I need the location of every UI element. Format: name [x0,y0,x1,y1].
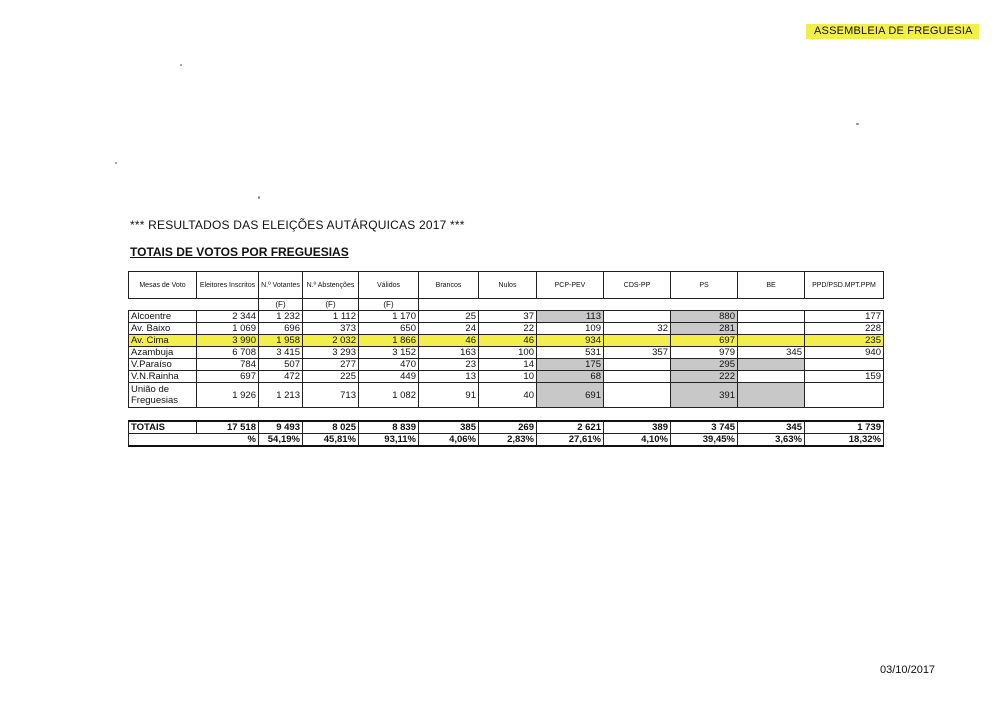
value-cell: 357 [604,347,671,359]
totals-value: 385 [419,421,479,434]
totals-row [129,421,884,434]
table-row [129,347,884,359]
value-cell: 177 [805,311,884,323]
value-cell: 1 232 [259,311,303,323]
spacer-cell [359,408,419,422]
value-cell: 784 [197,359,259,371]
percent-value: 39,45% [671,434,738,447]
results-table [128,271,884,447]
value-cell: 222 [671,371,738,383]
value-cell: 373 [303,323,359,335]
column-header: CDS-PP [604,272,671,299]
document-header-tag: ASSEMBLEIA DE FREGUESIA [806,24,979,39]
table-row [129,371,884,383]
totals-label: TOTAIS [129,421,197,434]
value-cell: 3 990 [197,335,259,347]
totals-value: 9 493 [259,421,303,434]
column-header: Válidos [359,272,419,299]
value-cell: 281 [671,323,738,335]
spacer-cell [129,408,197,422]
value-cell: 472 [259,371,303,383]
scan-speck [258,196,260,199]
value-cell: 1 112 [303,311,359,323]
value-cell: 1 866 [359,335,419,347]
row-label: União de Freguesias [129,383,197,408]
value-cell: 175 [537,359,604,371]
percent-value: 27,61% [537,434,604,447]
value-cell: 345 [738,347,805,359]
unit-mark [419,299,479,311]
value-cell: 696 [259,323,303,335]
value-cell: 1 069 [197,323,259,335]
value-cell: 531 [537,347,604,359]
value-cell: 3 152 [359,347,419,359]
value-cell: 91 [419,383,479,408]
value-cell: 940 [805,347,884,359]
column-header: PCP-PEV [537,272,604,299]
unit-mark [805,299,884,311]
table-unit-row [129,299,884,311]
totals-value: 2 621 [537,421,604,434]
column-header: PPD/PSD.MPT.PPM [805,272,884,299]
totals-value: 389 [604,421,671,434]
spacer-cell [805,408,884,422]
value-cell [738,383,805,408]
column-header: BE [738,272,805,299]
percent-value: 4,10% [604,434,671,447]
value-cell: 1 082 [359,383,419,408]
value-cell [805,359,884,371]
report-title: *** RESULTADOS DAS ELEIÇÕES AUTÁRQUICAS 2017 *** [130,218,465,232]
value-cell: 100 [479,347,537,359]
document-date: 03/10/2017 [880,664,936,676]
unit-mark [129,299,197,311]
unit-mark [604,299,671,311]
value-cell: 13 [419,371,479,383]
table-row [129,383,884,408]
totals-value: 17 518 [197,421,259,434]
row-label: V.N.Rainha [129,371,197,383]
value-cell: 32 [604,323,671,335]
value-cell [604,371,671,383]
percent-row [129,434,884,447]
value-cell: 449 [359,371,419,383]
spacer-cell [303,408,359,422]
column-header: Eleitores Inscritos [197,272,259,299]
value-cell: 25 [419,311,479,323]
value-cell [738,335,805,347]
percent-value: 45,81% [303,434,359,447]
value-cell: 235 [805,335,884,347]
spacer-cell [419,408,479,422]
spacer-cell [604,408,671,422]
value-cell: 10 [479,371,537,383]
value-cell: 6 708 [197,347,259,359]
value-cell: 46 [419,335,479,347]
value-cell [604,359,671,371]
percent-value: 18,32% [805,434,884,447]
totals-value: 8 839 [359,421,419,434]
column-header: PS [671,272,738,299]
column-header: Nulos [479,272,537,299]
spacer-cell [259,408,303,422]
value-cell: 507 [259,359,303,371]
scan-speck [180,64,182,66]
percent-value: 93,11% [359,434,419,447]
table-row [129,359,884,371]
value-cell: 22 [479,323,537,335]
table-row [129,311,884,323]
column-header: N.º Abstenções [303,272,359,299]
percent-label: % [129,434,259,447]
spacer-cell [738,408,805,422]
value-cell: 159 [805,371,884,383]
table-row [129,335,884,347]
totals-value: 345 [738,421,805,434]
table-row [129,323,884,335]
value-cell [604,383,671,408]
value-cell: 295 [671,359,738,371]
value-cell: 46 [479,335,537,347]
unit-mark: (F) [359,299,419,311]
value-cell: 109 [537,323,604,335]
value-cell: 14 [479,359,537,371]
value-cell: 1 213 [259,383,303,408]
value-cell: 979 [671,347,738,359]
scan-speck [115,162,117,164]
unit-mark [671,299,738,311]
value-cell: 113 [537,311,604,323]
value-cell: 68 [537,371,604,383]
unit-mark: (F) [259,299,303,311]
value-cell: 2 032 [303,335,359,347]
percent-value: 3,63% [738,434,805,447]
totals-value: 8 025 [303,421,359,434]
totals-value: 269 [479,421,537,434]
spacer-cell [197,408,259,422]
value-cell: 934 [537,335,604,347]
row-label: Av. Baixo [129,323,197,335]
spacer-cell [479,408,537,422]
value-cell: 391 [671,383,738,408]
section-title: TOTAIS DE VOTOS POR FREGUESIAS [130,245,349,259]
value-cell: 3 293 [303,347,359,359]
table-spacer-row [129,408,884,422]
value-cell: 3 415 [259,347,303,359]
unit-mark [738,299,805,311]
value-cell: 23 [419,359,479,371]
unit-mark: (F) [303,299,359,311]
unit-mark [537,299,604,311]
value-cell: 40 [479,383,537,408]
value-cell [604,311,671,323]
value-cell: 277 [303,359,359,371]
value-cell [738,323,805,335]
value-cell: 1 170 [359,311,419,323]
value-cell: 2 344 [197,311,259,323]
row-label: V.Paraíso [129,359,197,371]
value-cell: 163 [419,347,479,359]
value-cell: 713 [303,383,359,408]
row-label: Av. Cima [129,335,197,347]
value-cell: 697 [671,335,738,347]
spacer-cell [537,408,604,422]
value-cell: 1 958 [259,335,303,347]
column-header: N.º Votantes [259,272,303,299]
value-cell: 880 [671,311,738,323]
value-cell: 691 [537,383,604,408]
scan-speck [856,123,859,125]
value-cell: 37 [479,311,537,323]
unit-mark [197,299,259,311]
row-label: Azambuja [129,347,197,359]
unit-mark [479,299,537,311]
value-cell [738,371,805,383]
value-cell [738,311,805,323]
totals-value: 3 745 [671,421,738,434]
value-cell [604,335,671,347]
totals-value: 1 739 [805,421,884,434]
value-cell [738,359,805,371]
table-header-row [129,272,884,299]
value-cell [805,383,884,408]
row-label: Alcoentre [129,311,197,323]
percent-value: 54,19% [259,434,303,447]
column-header: Mesas de Voto [129,272,197,299]
value-cell: 650 [359,323,419,335]
column-header: Brancos [419,272,479,299]
percent-value: 2,83% [479,434,537,447]
value-cell: 228 [805,323,884,335]
value-cell: 697 [197,371,259,383]
value-cell: 470 [359,359,419,371]
spacer-cell [671,408,738,422]
value-cell: 225 [303,371,359,383]
value-cell: 1 926 [197,383,259,408]
value-cell: 24 [419,323,479,335]
percent-value: 4,06% [419,434,479,447]
